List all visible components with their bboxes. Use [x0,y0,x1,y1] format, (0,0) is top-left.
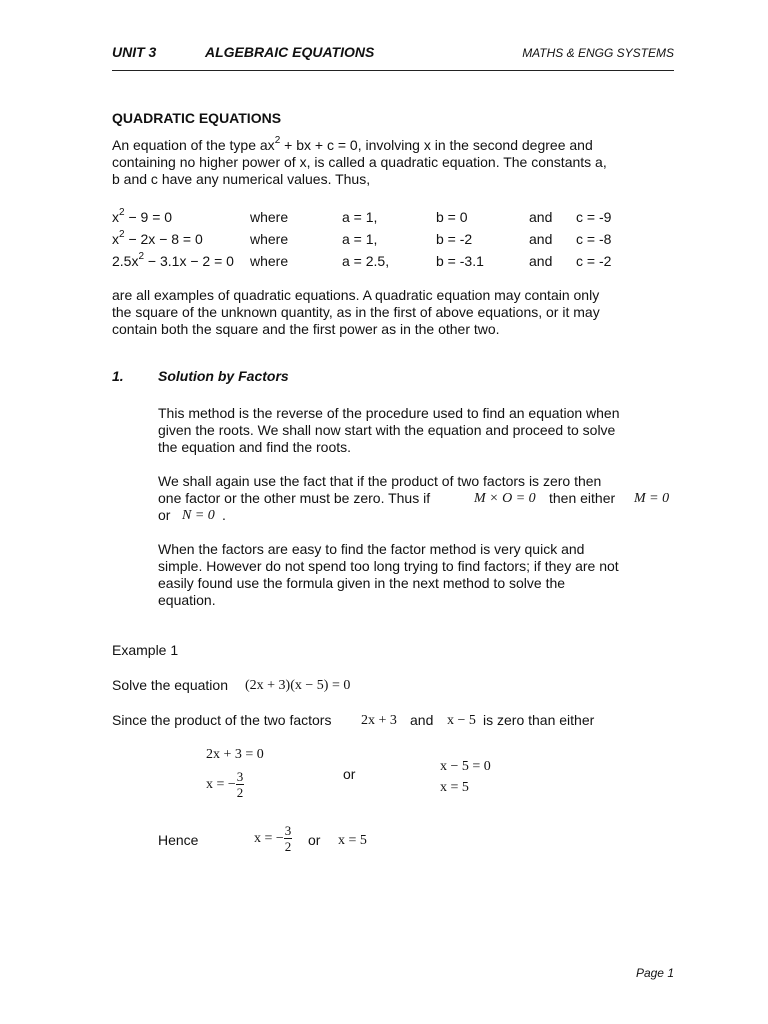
header-title: ALGEBRAIC EQUATIONS [205,44,375,60]
intro-text: , involving x in the second degree and [357,137,593,153]
solve-equation: (2x + 3)(x − 5) = 0 [245,678,351,693]
right-equation-2: x = 5 [440,780,469,795]
method2-or: or [158,507,171,523]
subsection-title: Solution by Factors [158,368,289,384]
method3-line-3: easily found use the formula given in the next method to solve the [158,575,566,591]
eq-part: − 9 = 0 [124,209,173,225]
para2-line-2: the square of the unknown quantity, as in the first of above equations, or it may [112,304,600,320]
example-equation-3 [112,253,234,270]
eq-exponent: 2 [274,135,281,147]
example-equation-2 [112,231,203,248]
n-equation: N = 0 [182,508,215,523]
fraction-numerator: 3 [284,823,292,838]
example-where: where [250,231,289,247]
subsection-number: 1. [112,368,124,384]
fraction-denominator: 2 [236,785,244,800]
right-equation-1: x − 5 = 0 [440,759,491,774]
method2-then-either: then either [549,490,616,506]
eq-part: x [112,209,119,225]
since-and: and [410,712,434,728]
fraction-denominator: 2 [284,839,292,854]
method1-line-3: the equation and find the roots. [158,439,352,455]
page-number: Page 1 [635,966,674,980]
example-c: c = -9 [576,209,612,225]
hence-text: Hence [158,832,199,848]
example-a: a = 1, [342,231,378,247]
header-unit: UNIT 3 [112,44,157,60]
method3-line-4: equation. [158,592,216,608]
intro-equation [260,137,358,153]
example-where: where [250,209,289,225]
example-b: b = -3.1 [436,253,484,269]
fraction-numerator: 3 [236,769,244,784]
method2-line-1: We shall again use the fact that if the product of two factors is zero then [158,473,602,489]
eq-part: + bx + c = 0 [280,137,358,153]
or-text: or [343,766,356,782]
product-equation: M × O = 0 [474,491,536,506]
intro-line-3: b and c have any numerical values. Thus, [112,171,371,187]
left-equation-1: 2x + 3 = 0 [206,747,264,762]
eq-exponent: 2 [138,251,145,263]
factor-2: x − 5 [447,713,476,728]
example-a: a = 1, [342,209,378,225]
solve-text: Solve the equation [112,677,228,693]
method1-line-1: This method is the reverse of the procedure used to find an equation when [158,405,620,421]
eq-part: 2.5x [112,253,139,269]
m-equation: M = 0 [634,491,670,506]
method3-line-1: When the factors are easy to find the factor method is very quick and [158,541,585,557]
intro-line-1 [112,137,593,154]
para2-line-1: are all examples of quadratic equations. A quadratic equation may contain only [112,287,600,303]
example-where: where [250,253,289,269]
eq-part: − 2x − 8 = 0 [124,231,203,247]
example-b: b = -2 [436,231,473,247]
example-b: b = 0 [436,209,468,225]
example-label: Example 1 [112,642,179,658]
eq-part: x [112,231,119,247]
eq-exponent: 2 [119,229,125,241]
eq-part: x = − [254,831,284,846]
example-and: and [529,231,553,247]
left-equation-2 [206,769,244,800]
eq-part: ax [259,137,275,153]
hence-or: or [308,832,321,848]
para2-line-3: contain both the square and the first power as in the other two. [112,321,500,337]
hence-solution-2: x = 5 [338,833,367,848]
eq-part: x = − [206,777,236,792]
intro-line-2: containing no higher power of x, is called a quadratic equation. The constants a, [112,154,607,170]
example-a: a = 2.5, [342,253,390,269]
page-header [112,44,674,71]
example-and: and [529,209,553,225]
hence-solution-1 [254,823,292,854]
method1-line-2: given the roots. We shall now start with the equation and proceed to solve [158,422,616,438]
example-and: and [529,253,553,269]
section-title: QUADRATIC EQUATIONS [112,110,282,126]
example-c: c = -2 [576,253,612,269]
fraction [236,769,245,800]
since-text: Since the product of the two factors [112,712,332,728]
since-post: is zero than either [483,712,595,728]
method3-line-2: simple. However do not spend too long trying to find factors; if they are not [158,558,619,574]
example-c: c = -8 [576,231,612,247]
fraction [284,823,293,854]
example-equation-1 [112,209,172,226]
eq-exponent: 2 [119,207,125,219]
intro-text: An equation of the type [112,137,260,153]
factor-1: 2x + 3 [361,713,397,728]
method2-period: . [222,507,226,523]
eq-part: − 3.1x − 2 = 0 [144,253,234,269]
header-course: MATHS & ENGG SYSTEMS [522,46,674,60]
method2-line-2: one factor or the other must be zero. Thus if [158,490,431,506]
